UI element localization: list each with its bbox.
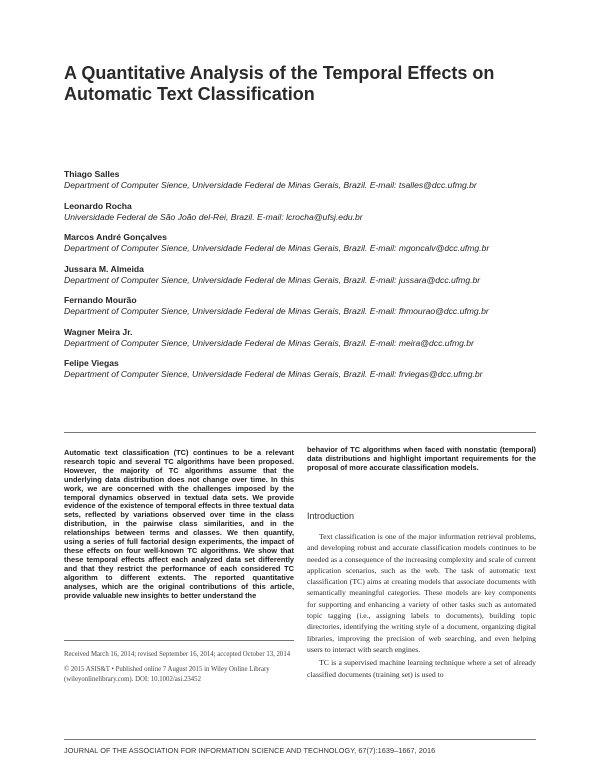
paragraph: TC is a supervised machine learning technique where a set of already classified documents (training set) is used to [307, 658, 536, 679]
author-name: Leonardo Rocha [64, 200, 132, 211]
author-affiliation: Universidade Federal de São João del-Rei, Brazil. E-mail: lcrocha@ufsj.edu.br [64, 211, 363, 222]
abstract-text: Automatic text classification (TC) continues to be a relevant research topic and several TC algorithms have been proposed. However, the majority of TC algorithms assume that the underlying data distribution does not change over time. In this work, we are concerned with the challenges imposed by the temporal dynamics observed in textual data sets. We provide evidence of the existence of temporal effects in three textual data sets, reflected by variations observed over time in the class distribution, in the pairwise class similarities, and in the relationships between terms and classes. We then quantify, using a series of full factorial design experiments, the impact of these effects on four well-known TC algorithms. We show that these temporal effects affect each analyzed data set differently and that they restrict the performance of each considered TC algorithm to different extents. The reported quantitative analyses, which are the original contributions of this article, provide valuable new insights to better understand the [64, 448, 294, 600]
abstract-top-rule [64, 432, 536, 433]
author-name: Wagner Meira Jr. [64, 326, 133, 337]
section-heading: Introduction [307, 511, 355, 521]
paper-title: A Quantitative Analysis of the Temporal Effects on Automatic Text Classification [64, 63, 495, 104]
footnote-rule [64, 640, 294, 641]
author-name: Marcos André Gonçalves [64, 232, 167, 242]
author-affiliation: Department of Computer Sience, Universidade Federal de Minas Gerais, Brazil. E-mail: fhmourao@dcc.ufmg.br [64, 306, 489, 316]
author-affiliation: Department of Computer Sience, Universidade Federal de Minas Gerais, Brazil. E-mail: tsalles@dcc.ufmg.br [64, 180, 477, 190]
author-name: Jussara M. Almeida [64, 263, 144, 274]
author-affiliation: Department of Computer Sience, Universidade Federal de Minas Gerais, Brazil. E-mail: mgoncalv@dcc.ufmg.br [64, 243, 490, 253]
author-block [64, 264, 554, 286]
author-block [64, 358, 554, 380]
introduction-body [307, 531, 536, 680]
paragraph: Text classification is one of the major information retrieval problems, and developing robust and accurate classification models continues to be needed as a consequence of the increasing complexity and scale of current application scenarios, such as the web. The task of automatic text classification (TC) aims at creating models that associate documents with semantically meaningful categories. These models are key components for supporting and enhancing a variety of other tasks such as automated topic tagging (i.e., assigning labels to documents), building topic directories, identifying the writing style of a document, organizing digital libraries, improving the precision of web searching, and even helping users to interact with search engines. [307, 532, 536, 654]
abstract-text-continued: behavior of TC algorithms when faced with nonstatic (temporal) data distributions and highlight important requirements for the proposal of more accurate classification models. [307, 445, 536, 472]
journal-footer [64, 746, 536, 755]
author-block [64, 232, 554, 254]
journal-citation: JOURNAL OF THE ASSOCIATION FOR INFORMATION SCIENCE AND TECHNOLOGY, 67(7):1639–1667, 2016 [64, 746, 436, 755]
author-name: Thiago Salles [64, 169, 120, 179]
author-affiliation: Department of Computer Sience, Universidade Federal de Minas Gerais, Brazil. E-mail: jussara@dcc.ufmg.br [64, 274, 481, 285]
author-block [64, 327, 554, 349]
received-note: Received March 16, 2014; revised September 16, 2014; accepted October 13, 2014 [64, 651, 291, 658]
footer-rule [64, 739, 536, 740]
author-affiliation: Department of Computer Sience, Universidade Federal de Minas Gerais, Brazil. E-mail: frviegas@dcc.ufmg.br [64, 369, 483, 379]
author-block [64, 295, 554, 317]
author-affiliation: Department of Computer Sience, Universidade Federal de Minas Gerais, Brazil. E-mail: meira@dcc.ufmg.br [64, 337, 474, 348]
author-block [64, 201, 554, 223]
author-block [64, 169, 554, 191]
author-name: Fernando Mourão [64, 295, 137, 305]
author-name: Felipe Viegas [64, 358, 119, 368]
footnotes [64, 650, 294, 690]
copyright-note: © 2015 ASIS&T • Published online 7 August 2015 in Wiley Online Library (wileyonlinelibrary.com). DOI: 10.1002/asi.23452 [64, 666, 270, 683]
author-list [64, 169, 554, 390]
